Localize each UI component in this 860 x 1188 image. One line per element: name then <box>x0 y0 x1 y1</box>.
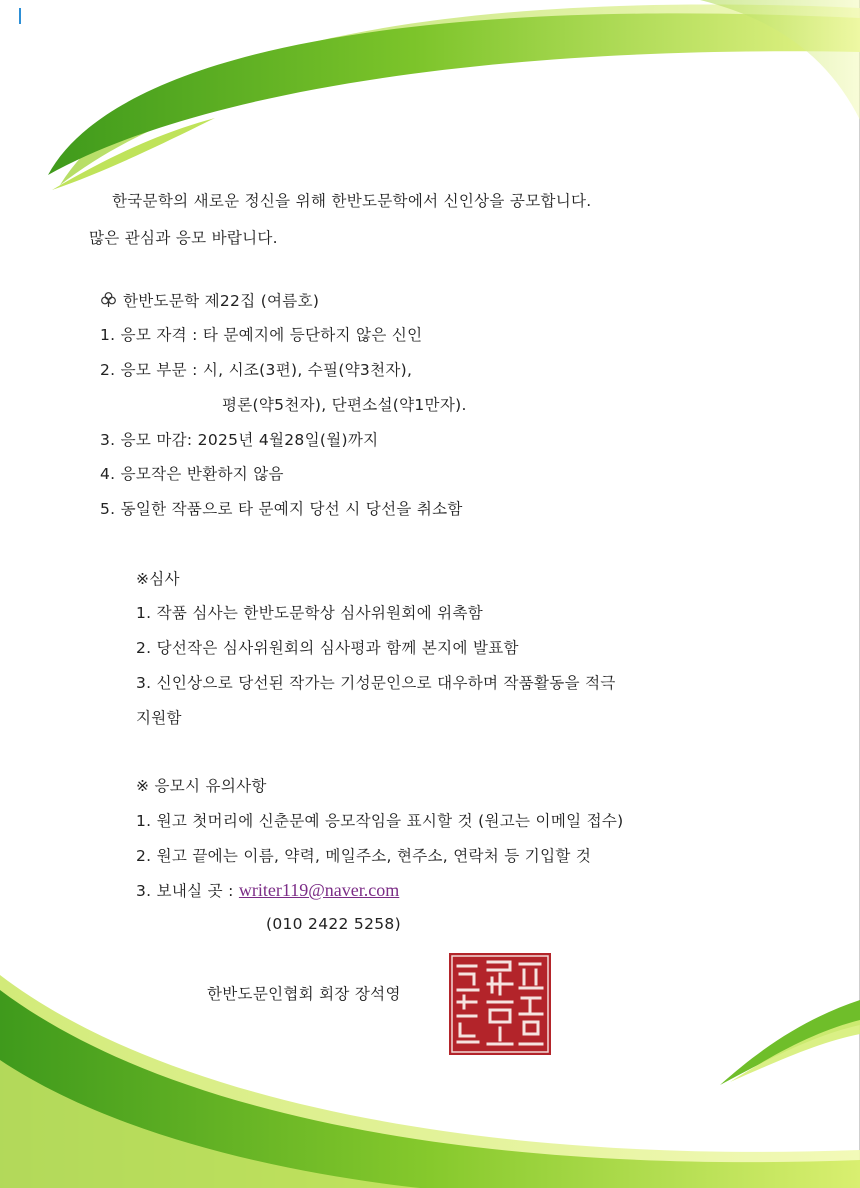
notes-heading: ※ 응모시 유의사항 <box>136 777 267 795</box>
notes-item-1: 1. 원고 첫머리에 신춘문예 응모작임을 표시할 것 (원고는 이메일 접수) <box>136 812 624 830</box>
bottom-right-curl <box>720 1000 860 1085</box>
review-item-1: 1. 작품 심사는 한반도문학상 심사위원회에 위촉함 <box>136 604 483 622</box>
send-to-row <box>136 880 399 901</box>
intro-line-2: 많은 관심과 응모 바랍니다. <box>89 229 278 247</box>
rule-3: 3. 응모 마감: 2025년 4월28일(월)까지 <box>100 431 379 449</box>
intro-line-1: 한국문학의 새로운 정신을 위해 한반도문학에서 신인상을 공모합니다. <box>112 192 592 210</box>
rule-4: 4. 응모작은 반환하지 않음 <box>100 465 284 483</box>
rule-5: 5. 동일한 작품으로 타 문예지 당선 시 당선을 취소함 <box>100 500 463 518</box>
clover-icon <box>100 291 117 308</box>
bottom-right-curl-light <box>730 1020 860 1082</box>
text-cursor <box>19 8 21 24</box>
signature: 한반도문인협회 회장 장석영 <box>207 985 401 1003</box>
review-item-3: 3. 신인상으로 당선된 작가는 기성문인으로 대우하며 작품활동을 적극 <box>136 674 616 692</box>
issue-heading: 한반도문학 제22집 (여름호) <box>123 292 320 310</box>
review-heading: ※심사 <box>136 570 180 588</box>
top-swoosh <box>48 13 860 175</box>
red-seal-stamp <box>448 952 552 1056</box>
review-item-3-continued: 지원함 <box>136 709 182 727</box>
send-to-label: 3. 보내실 곳 : <box>136 882 239 900</box>
email-link[interactable]: writer119@naver.com <box>238 880 400 900</box>
review-item-2: 2. 당선작은 심사위원회의 심사평과 함께 본지에 발표함 <box>136 639 519 657</box>
rule-2-continued: 평론(약5천자), 단편소설(약1만자). <box>222 396 467 414</box>
notes-item-2: 2. 원고 끝에는 이름, 약력, 메일주소, 현주소, 연락처 등 기입할 것 <box>136 847 592 865</box>
phone-number: (010 2422 5258) <box>266 915 401 933</box>
rule-2: 2. 응모 부문 : 시, 시조(3편), 수필(약3천자), <box>100 361 413 379</box>
rule-1: 1. 응모 자격 : 타 문예지에 등단하지 않은 신인 <box>100 326 423 344</box>
issue-heading-row <box>100 291 319 311</box>
